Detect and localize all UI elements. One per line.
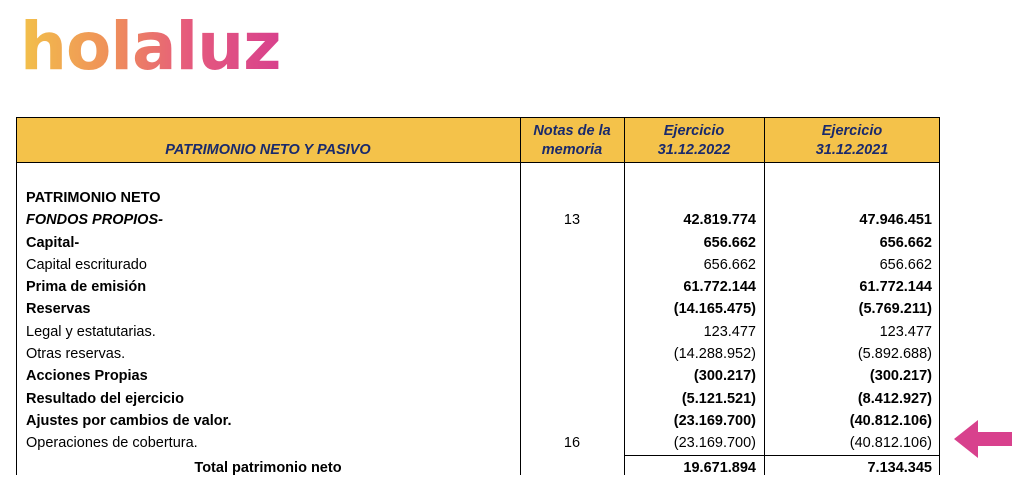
holaluz-logo: holaluz (20, 8, 281, 85)
header-notes-line1: Notas de la (533, 123, 611, 139)
row-value-2021: (40.812.106) (849, 435, 932, 452)
row-label: Capital- (26, 234, 80, 251)
row-note: 16 (563, 435, 581, 452)
row-label: FONDOS PROPIOS- (26, 212, 163, 229)
left-arrow-icon (954, 420, 1012, 458)
row-value-2021: (40.812.106) (849, 412, 932, 429)
row-value-2021: 656.662 (879, 256, 932, 273)
table-row (16, 388, 940, 410)
table-row (16, 187, 940, 209)
row-value-2021: 123.477 (879, 323, 932, 340)
table-row (16, 276, 940, 298)
row-label: Operaciones de cobertura. (26, 435, 198, 452)
total-value-2022: 19.671.894 (683, 459, 756, 476)
row-value-2021: 47.946.451 (859, 212, 932, 229)
row-label: Capital escriturado (26, 256, 147, 273)
row-label: Legal y estatutarias. (26, 323, 156, 340)
table-row (16, 365, 940, 387)
row-note: 13 (563, 212, 581, 229)
header-2021-line1: Ejercicio (821, 123, 883, 139)
total-value-2021: 7.134.345 (867, 459, 932, 476)
row-value-2022: 656.662 (703, 234, 756, 251)
header-2022-line2: 31.12.2022 (657, 142, 731, 158)
row-value-2021: (5.769.211) (858, 301, 932, 318)
row-value-2021: (300.217) (869, 368, 932, 385)
row-label: PATRIMONIO NETO (26, 190, 161, 206)
table-header (16, 117, 940, 163)
header-concept (16, 118, 520, 162)
row-value-2022: 42.819.774 (683, 212, 756, 229)
row-value-2022: 656.662 (703, 256, 756, 273)
balance-sheet-table (16, 117, 940, 475)
row-value-2021: 61.772.144 (859, 279, 932, 296)
table-body (16, 187, 940, 479)
row-label: Otras reservas. (26, 346, 126, 363)
row-label: Ajustes por cambios de valor. (26, 412, 232, 429)
row-value-2021: (5.892.688) (857, 346, 932, 363)
table-row (16, 410, 940, 432)
table-row (16, 254, 940, 276)
header-concept-label: PATRIMONIO NETO Y PASIVO (165, 142, 371, 158)
row-value-2021: 656.662 (879, 234, 932, 251)
header-2021 (764, 118, 940, 162)
table-row (16, 209, 940, 231)
table-row (16, 232, 940, 254)
row-value-2022: 123.477 (703, 323, 756, 340)
row-value-2022: (14.165.475) (673, 301, 756, 318)
table-row (16, 298, 940, 320)
row-value-2021: (8.412.927) (857, 390, 932, 407)
table-row (16, 343, 940, 365)
total-label: Total patrimonio neto (194, 459, 342, 476)
header-notes-line2: memoria (541, 142, 603, 158)
row-value-2022: (300.217) (693, 368, 756, 385)
row-label: Reservas (26, 301, 91, 318)
header-2022-line1: Ejercicio (663, 123, 725, 139)
total-row (16, 457, 940, 479)
header-notes (520, 118, 624, 162)
row-label: Resultado del ejercicio (26, 390, 184, 407)
table-row (16, 432, 940, 454)
table-row (16, 321, 940, 343)
header-2022 (624, 118, 764, 162)
row-label: Acciones Propias (26, 368, 148, 385)
row-value-2022: (23.169.700) (673, 435, 756, 452)
row-value-2022: (23.169.700) (673, 412, 756, 429)
row-label: Prima de emisión (26, 279, 147, 296)
row-value-2022: 61.772.144 (683, 279, 756, 296)
header-2021-line2: 31.12.2021 (815, 142, 889, 158)
row-value-2022: (14.288.952) (673, 346, 756, 363)
row-value-2022: (5.121.521) (681, 390, 756, 407)
